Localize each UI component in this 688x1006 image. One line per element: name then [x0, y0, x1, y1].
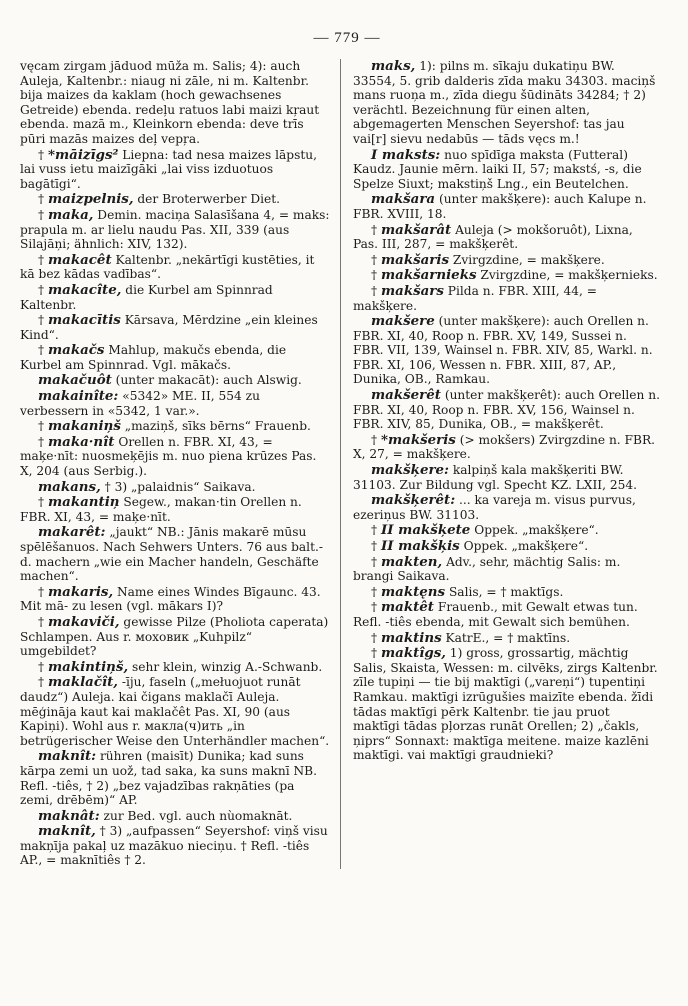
entry-text: Frauenb., mit Gewalt etwas tun. Refl. -tiês ebenda, mit Gewalt sich bemühen.	[353, 600, 638, 629]
entry-headword: makans,	[38, 478, 101, 495]
entry-text: † 3) „palaidnis“ Saikava.	[100, 479, 256, 494]
entry-headword: *makšeris	[380, 431, 456, 448]
entry-headword: I maksts:	[371, 146, 441, 163]
dictionary-entry	[20, 192, 330, 207]
entry-text: 1): pilns m. sīkaju dukatiņu BW. 33554, 5. grib dalderis zīda maku 34303. maciņš mans ruoņa m., zīda diegu šūdināts 34284; † 2) verächtl. Bezeichnung für einen alten, abgemagerten Menschen Seyershof: tas jau vai[r] sievu nedabūs — tāds vęcs m.!	[353, 59, 656, 146]
entry-text: (unter makšķere): auch Orellen n. FBR. XI, 40, Roop n. FBR. XV, 149, Sussei n. FBR. VII, 139, Wainsel n. FBR. XIV, 85, Warkl. n. FBR. XI, 106, Wessen n. FBR. XIII, 87, AP., Dunika, OB., Ramkau.	[353, 314, 653, 387]
entry-headword: makšerêt	[371, 387, 441, 404]
entry-dagger: †	[38, 434, 48, 449]
page-number: — 779 —	[313, 30, 381, 46]
dictionary-entry	[20, 283, 330, 312]
entry-text: (unter makšķerêt): auch Orellen n. FBR. XI, 40, Roop n. FBR. XV, 156, Wainsel n. FBR. XIV, 85, Dunika, OB., = makšķerêt.	[353, 388, 660, 432]
entry-headword: maknît:	[38, 748, 97, 765]
entry-dagger: †	[38, 147, 48, 162]
entry-headword: maka·nît	[47, 433, 115, 450]
entry-text: gewisse Pilze (Pholiota caperata) Schlampen. Aus r. моховик „Kuhpilz“ umgebildet?	[20, 614, 329, 659]
dictionary-entry	[353, 539, 660, 554]
entry-text: (> mokšers) Zvirgzdine n. FBR. X, 27, = makšķere.	[353, 432, 656, 462]
entry-text: Mahlup, makučs ebenda, die Kurbel am Spinnrad. Vgl. mākačs.	[20, 343, 287, 372]
entry-dagger: †	[38, 584, 48, 599]
dictionary-entry	[353, 284, 660, 313]
dictionary-entry	[20, 343, 330, 372]
entry-dagger: †	[371, 630, 381, 645]
entry-text: der Broterwerber Diet.	[133, 192, 280, 207]
columns	[20, 59, 674, 869]
dictionary-entry	[20, 675, 330, 748]
right-column	[340, 59, 660, 869]
entry-headword: maknât:	[38, 807, 100, 824]
dictionary-entry	[20, 749, 330, 807]
entry-text: Oppek. „makšķere“.	[470, 523, 599, 538]
entry-headword: makacêt	[47, 251, 112, 268]
entry-headword: makačs	[47, 342, 105, 359]
entry-dagger: †	[38, 252, 48, 267]
dictionary-entry	[20, 148, 330, 192]
entry-headword: maktęns	[380, 583, 446, 600]
entry-dagger: †	[38, 192, 48, 207]
entry-headword: makačuôt	[38, 372, 112, 389]
dictionary-entry	[353, 646, 660, 763]
entry-text: „maziņš, sīks bērns“ Frauenb.	[120, 419, 311, 434]
dictionary-entry	[20, 208, 330, 252]
entry-headword: maka,	[47, 206, 94, 223]
entry-headword: maktêt	[380, 599, 434, 616]
dictionary-entry	[20, 435, 330, 479]
entry-text: Segew., makan·tin Orellen n. FBR. XI, 43, = maķe·nīt.	[20, 495, 302, 524]
entry-headword: makšara	[371, 191, 436, 208]
entry-headword: makšķerêt:	[371, 492, 456, 509]
entry-dagger: †	[38, 419, 48, 434]
entry-headword: maknît,	[38, 823, 96, 840]
entry-text: vęcam zirgam jāduod mūža m. Salis; 4): auch Auleja, Kaltenbr.: niaug ni zāle, ni m. Kaltenbr. bija maizes da kaklam (hoch gewachsenes Getreide) ebenda. redeļu ratuos labi maizi kŗaut ebenda. mazā m., Kleinkorn ebenda: deve trīs pūri mazās maizes deļ vepŗa.	[20, 59, 320, 146]
entry-headword: II makšķete	[380, 522, 471, 539]
dictionary-entry	[353, 253, 660, 268]
entry-text: kalpiņš kala makšķeriti BW. 31103. Zur Bildung vgl. Specht KZ. LXII, 254.	[353, 463, 637, 492]
entry-headword: maklačît,	[47, 674, 118, 691]
entry-dagger: †	[371, 554, 381, 569]
entry-text: Orellen n. FBR. XI, 43, = maķe·nīt: nuosmeķējis m. nuo piena krūzes Pas. X, 204 (aus Serbig.).	[20, 434, 317, 479]
dictionary-entry	[20, 373, 330, 388]
entry-headword: makaris,	[47, 583, 114, 600]
entry-text: Demin. maciņa Salasīšana 4, = maks: prapula m. ar lielu naudu Pas. XII, 339 (aus Silajāņi; ähnlich: XIV, 132).	[20, 207, 330, 252]
dictionary-entry	[353, 493, 660, 522]
entry-headword: makšarnieks	[380, 267, 477, 284]
entry-text: Salis, = † maktīgs.	[445, 584, 564, 599]
dictionary-entry	[353, 523, 660, 538]
entry-text: „jaukt“ NB.: Jānis makarē mūsu spēlēšanuos. Nach Sehwers Unters. 76 aus balt.-d. machern „wie ein Macher handeln, Geschäfte machen“.	[20, 525, 323, 584]
dictionary-entry	[353, 314, 660, 387]
dictionary-entry	[20, 313, 330, 342]
dictionary-entry	[353, 463, 660, 492]
entry-text: Liepna: tad nesa maizes lāpstu, lai vuss ietu maizīgāki „lai viss izduotuos bagātīgi“.	[20, 147, 317, 191]
entry-dagger: †	[371, 584, 381, 599]
entry-dagger: †	[38, 343, 48, 358]
entry-headword: makšars	[380, 282, 444, 299]
entry-headword: makšķere:	[371, 462, 449, 479]
dictionary-entry	[353, 59, 660, 147]
entry-headword: makšarât	[380, 221, 452, 238]
dictionary-entry	[20, 585, 330, 614]
entry-text: «5342» ME. II, 554 zu verbessern in «5342, 1 var.».	[20, 389, 260, 418]
dictionary-entry	[20, 495, 330, 524]
dictionary-entry	[353, 600, 660, 629]
entry-headword: maktins	[380, 629, 442, 646]
entry-text: zur Bed. vgl. auch nùomaknāt.	[99, 808, 293, 823]
entry-headword: makšaris	[380, 251, 449, 268]
dictionary-entry	[20, 660, 330, 675]
entry-dagger: †	[371, 252, 381, 267]
entry-text: Kaltenbr. „nekārtīgi kustēties, it kā bez kādas vadības“.	[20, 252, 315, 282]
left-column	[20, 59, 340, 869]
entry-headword: II makšķis	[380, 538, 460, 554]
entry-dagger: †	[371, 268, 381, 283]
entry-text: Auleja (> mokšoruôt), Lixna, Pas. III, 287, = makšķerêt.	[353, 222, 633, 252]
entry-headword: makšere	[371, 313, 435, 330]
dictionary-entry	[353, 555, 660, 584]
entry-headword: maktîgs,	[380, 645, 446, 662]
entry-text: (unter makacāt): auch Alswig.	[111, 373, 302, 388]
entry-dagger: †	[371, 539, 381, 553]
entry-text: Name eines Windes Bīgaunc. 43. Mit mā- zu lesen (vgl. mākars I)?	[20, 584, 321, 614]
entry-headword: makainîte:	[38, 388, 119, 405]
entry-text: sehr klein, winzig A.-Schwanb.	[128, 659, 323, 674]
entry-headword: makintiņš,	[47, 658, 129, 675]
dictionary-entry	[20, 253, 330, 282]
entry-headword: makantiņ	[47, 494, 120, 511]
dictionary-entry	[353, 585, 660, 600]
entry-text: nuo spīdīga maksta (Futteral) Kaudz. Jaunie mērn. laiki II, 57; makstś, -s, die Spelze Siuxt; makstiņš Lng., ein Beutelchen.	[353, 147, 642, 191]
dictionary-entry	[20, 480, 330, 495]
entry-headword: makacîte,	[47, 281, 122, 298]
dictionary-entry	[353, 388, 660, 432]
entry-text: Zvirgzdine, = makšķere.	[449, 252, 605, 267]
entry-dagger: †	[38, 659, 48, 674]
dictionary-entry	[353, 631, 660, 646]
dictionary-entry	[353, 433, 660, 462]
entry-text: Adv., sehr, mächtig Salis: m. brangi Saikava.	[353, 554, 621, 584]
entry-text: KatrE., = † maktīns.	[441, 630, 571, 645]
entry-dagger: †	[38, 495, 48, 510]
entry-headword: makaviči,	[47, 613, 120, 630]
dictionary-entry	[20, 419, 330, 434]
dictionary-entry	[20, 809, 330, 824]
entry-headword: *māizīgs²	[47, 146, 119, 163]
dictionary-entry	[353, 148, 660, 192]
dictionary-entry	[20, 389, 330, 418]
entry-headword: makaniņš	[47, 418, 121, 435]
dictionary-entry	[353, 268, 660, 283]
entry-dagger: †	[38, 313, 48, 328]
entry-text: Zvirgzdine, = makšķernieks.	[476, 268, 658, 283]
dictionary-entry	[353, 223, 660, 252]
entry-text: Oppek. „makšķere“.	[459, 539, 589, 553]
dictionary-entry	[20, 615, 330, 659]
entry-text: -īju, faseln („mełuojuot runāt daudz“) Auleja. kai čigans maklačī Auleja. mēģināja kaut kai maklačêt Pas. XI, 90 (aus Kapiņi). Wohl aus r. макла(ч)ить „in betrügerischer Weise den Unterhändler machen“.	[20, 675, 330, 748]
entry-text: Kārsava, Mērdzine „ein kleines Kind“.	[20, 313, 318, 342]
entry-dagger: †	[371, 283, 381, 298]
entry-headword: makacītis	[47, 312, 121, 329]
dictionary-entry	[20, 59, 330, 147]
entry-dagger: †	[371, 523, 381, 538]
entry-dagger: †	[371, 222, 381, 237]
entry-text: † 3) „aufpassen“ Seyershof: viņš visu makņīja pakaļ uz mazākuo nieciņu. † Refl. -tiês AP., = maknītiês † 2.	[20, 824, 328, 868]
dictionary-entry	[20, 525, 330, 583]
entry-text: 1) gross, grossartig, mächtig Salis, Skaista, Wessen: m. cilvēks, zirgs Kaltenbr. zīle tupiņi — tie bij maktīgi („vareņi“) tupentiņi Ramkau. maktīgi izrūgušies maizīte ebenda. žīdi tādas maktīgi pērk Kaltenbr. tie jau pruot maktīgi tādas pļorzas runāt Orellen; 2) „čakls, ņiprs“ Sonnaxt: maktīga meitene. maize kazlēni maktīgi. vai maktīgi graudnieki?	[353, 646, 658, 763]
entry-text: ... ka vareja m. visus purvus, ezeriņus BW. 31103.	[353, 493, 636, 522]
dictionary-entry	[353, 192, 660, 221]
entry-headword: makarêt:	[38, 524, 106, 541]
entry-text: (unter makšķere): auch Kalupe n. FBR. XVIII, 18.	[353, 192, 647, 221]
entry-dagger: †	[38, 282, 48, 297]
entry-dagger: †	[38, 614, 48, 629]
entry-text: die Kurbel am Spinnrad Kaltenbr.	[20, 282, 273, 312]
entry-headword: maks,	[371, 58, 416, 74]
entry-headword: maizpelnis,	[47, 191, 134, 208]
entry-dagger: †	[371, 600, 381, 615]
entry-dagger: †	[371, 646, 381, 661]
entry-text: rühren (maisīt) Dunika; kad suns kārpa zemi un uož, tad saka, ka suns maknī NB. Refl. -tiês, † 2) „bez vajadzības rakņāties (pa zemi, drēbēm)“ AP.	[20, 749, 317, 808]
entry-dagger: †	[371, 432, 381, 447]
entry-dagger: †	[38, 675, 48, 690]
entry-text: Pilda n. FBR. XIII, 44, = makšķere.	[353, 283, 597, 313]
dictionary-entry	[20, 824, 330, 868]
entry-headword: makten,	[380, 553, 443, 570]
entry-dagger: †	[38, 207, 48, 222]
